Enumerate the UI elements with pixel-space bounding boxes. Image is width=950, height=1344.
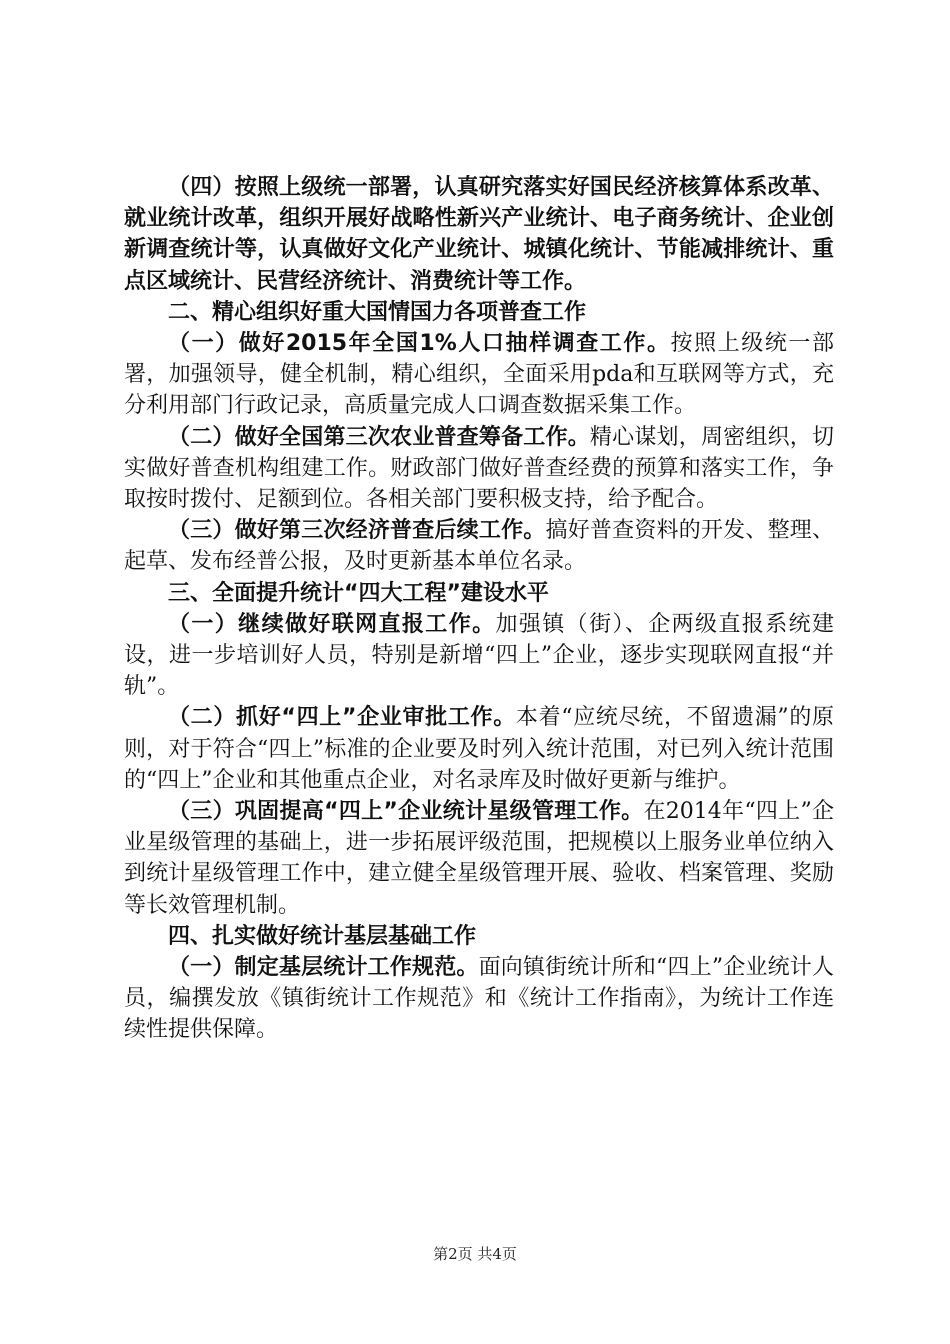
paragraph-text: 按照上级统一部署，加强领导，健全机制，精心组织，全面采用pda和互联网等方式，充分利用部门行政记录，高质量完成人口调查数据采集工作。 [124, 331, 834, 419]
paragraph-section1-item4 [124, 172, 834, 297]
paragraph-lead: （二）抓好“四上”企业审批工作。 [168, 705, 516, 731]
document-body [124, 172, 834, 1046]
section-heading-2: 二、精心组织好重大国情国力各项普查工作 [168, 299, 587, 325]
paragraph-text: 加强镇（街）、企两级直报系统建设，进一步培训好人员，特别是新增“四上”企业，逐步实现联网直报“并轨”。 [124, 611, 834, 700]
paragraph-lead: （一）做好2015年全国1%人口抽样调查工作。 [168, 331, 671, 357]
paragraph-lead: （四）按照上级统一部署，认真研究落实好国民经济核算体系改革、就业统计改革，组织开展好战略性新兴产业统计、电子商务统计、企业创新调查统计等，认真做好文化产业统计、城镇化统计、节能减排统计、重点区域统计、民营经济统计、消费统计等工作。 [124, 175, 834, 294]
page-footer: 第2页 共4页 [433, 1245, 517, 1263]
paragraph-text: 精心谋划，周密组织，切实做好普查机构组建工作。财政部门做好普查经费的预算和落实工作，争取按时拨付、足额到位。各相关部门要积极支持，给予配合。 [124, 424, 834, 513]
section-heading-4: 四、扎实做好统计基层基础工作 [168, 923, 477, 949]
paragraph-text: 面向镇街统计所和“四上”企业统计人员，编撰发放《镇街统计工作规范》和《统计工作指南》，为统计工作连续性提供保障。 [124, 955, 834, 1043]
paragraph-lead: （一）继续做好联网直报工作。 [168, 611, 496, 637]
paragraph-lead: （二）做好全国第三次农业普查筹备工作。 [168, 424, 590, 450]
paragraph-section3-item3 [124, 796, 834, 921]
paragraph-section2-item2 [124, 422, 834, 516]
paragraph-lead: （三）做好第三次经济普查后续工作。 [168, 518, 546, 544]
paragraph-section2-item3 [124, 515, 834, 577]
paragraph-lead: （一）制定基层统计工作规范。 [168, 955, 479, 981]
paragraph-section2-item1 [124, 328, 834, 422]
section-heading-3: 三、全面提升统计“四大工程”建设水平 [168, 580, 549, 606]
paragraph-text: 在2014年“四上”企业星级管理的基础上，进一步拓展评级范围，把规模以上服务业单位纳入到统计星级管理工作中，建立健全星级管理开展、验收、档案管理、奖励等长效管理机制。 [124, 799, 835, 918]
paragraph-text: 本着“应统尽统，不留遗漏”的原则，对于符合“四上”标准的企业要及时列入统计范围，对已列入统计范围的“四上”企业和其他重点企业，对名录库及时做好更新与维护。 [124, 705, 835, 793]
paragraph-lead: （三）巩固提高“四上”企业统计星级管理工作。 [168, 799, 644, 825]
paragraph-section4-item1 [124, 952, 834, 1046]
paragraph-section3-item2 [124, 702, 834, 796]
paragraph-text: 搞好普查资料的开发、整理、起草、发布经普公报，及时更新基本单位名录。 [124, 518, 834, 575]
paragraph-section3-item1 [124, 609, 834, 703]
